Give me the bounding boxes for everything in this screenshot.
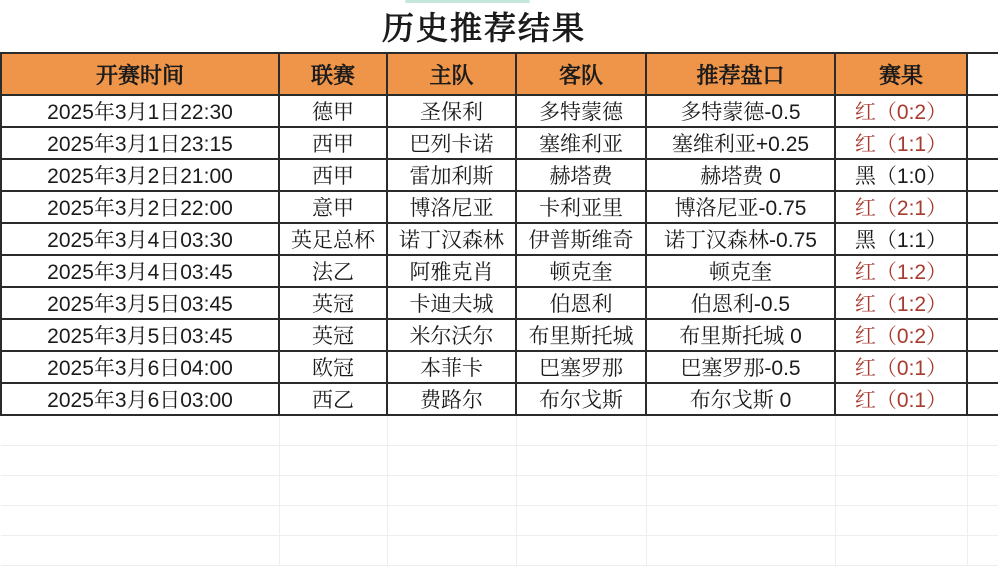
empty-cell xyxy=(279,475,387,505)
cell-handicap[interactable]: 伯恩利-0.5 xyxy=(646,287,835,319)
cell-result[interactable]: 红（0:2） xyxy=(835,319,967,351)
empty-row xyxy=(1,535,998,565)
empty-cell xyxy=(279,445,387,475)
cell-result[interactable]: 红（1:1） xyxy=(835,127,967,159)
empty-cell xyxy=(646,475,835,505)
table-row xyxy=(1,223,998,255)
cell-handicap[interactable]: 顿克奎 xyxy=(646,255,835,287)
cell-home-team[interactable]: 博洛尼亚 xyxy=(387,191,516,223)
table-header-row xyxy=(1,53,998,95)
header-cell-league[interactable]: 联赛 xyxy=(279,53,387,95)
empty-cell xyxy=(835,445,967,475)
cell-home-team[interactable]: 卡迪夫城 xyxy=(387,287,516,319)
cell-result[interactable]: 红（0:2） xyxy=(835,95,967,127)
cell-away-team[interactable]: 巴塞罗那 xyxy=(516,351,646,383)
cell-extra xyxy=(967,127,998,159)
empty-cell xyxy=(1,445,279,475)
selection-accent-bar xyxy=(405,0,530,3)
cell-handicap[interactable]: 塞维利亚+0.25 xyxy=(646,127,835,159)
cell-handicap[interactable]: 博洛尼亚-0.75 xyxy=(646,191,835,223)
cell-away-team[interactable]: 布尔戈斯 xyxy=(516,383,646,415)
table-row xyxy=(1,319,998,351)
cell-league[interactable]: 英冠 xyxy=(279,287,387,319)
table-row xyxy=(1,255,998,287)
empty-cell xyxy=(1,475,279,505)
cell-handicap[interactable]: 诺丁汉森林-0.75 xyxy=(646,223,835,255)
cell-handicap[interactable]: 多特蒙德-0.5 xyxy=(646,95,835,127)
header-cell-handicap[interactable]: 推荐盘口 xyxy=(646,53,835,95)
empty-cell xyxy=(646,415,835,445)
cell-extra xyxy=(967,255,998,287)
cell-league[interactable]: 西乙 xyxy=(279,383,387,415)
header-cell-away-team[interactable]: 客队 xyxy=(516,53,646,95)
cell-time[interactable]: 2025年3月6日03:00 xyxy=(1,383,279,415)
empty-cell xyxy=(279,535,387,565)
cell-league[interactable]: 欧冠 xyxy=(279,351,387,383)
corner-cell xyxy=(967,0,998,53)
cell-extra xyxy=(967,191,998,223)
cell-time[interactable]: 2025年3月1日23:15 xyxy=(1,127,279,159)
empty-row xyxy=(1,475,998,505)
empty-cell xyxy=(835,505,967,535)
cell-extra xyxy=(967,95,998,127)
cell-league[interactable]: 英冠 xyxy=(279,319,387,351)
table-row xyxy=(1,159,998,191)
empty-cell xyxy=(835,475,967,505)
empty-cell xyxy=(1,415,279,445)
cell-away-team[interactable]: 伯恩利 xyxy=(516,287,646,319)
cell-result[interactable]: 红（0:1） xyxy=(835,383,967,415)
table-row xyxy=(1,95,998,127)
empty-cell xyxy=(967,505,998,535)
empty-cell xyxy=(516,415,646,445)
cell-away-team[interactable]: 卡利亚里 xyxy=(516,191,646,223)
page-title: 历史推荐结果 xyxy=(1,0,967,53)
empty-cell xyxy=(387,445,516,475)
cell-time[interactable]: 2025年3月1日22:30 xyxy=(1,95,279,127)
cell-home-team[interactable]: 阿雅克肖 xyxy=(387,255,516,287)
cell-time[interactable]: 2025年3月6日04:00 xyxy=(1,351,279,383)
table-row xyxy=(1,351,998,383)
cell-home-team[interactable]: 费路尔 xyxy=(387,383,516,415)
cell-time[interactable]: 2025年3月2日21:00 xyxy=(1,159,279,191)
cell-result[interactable]: 黑（1:1） xyxy=(835,223,967,255)
cell-time[interactable]: 2025年3月5日03:45 xyxy=(1,287,279,319)
cell-time[interactable]: 2025年3月4日03:30 xyxy=(1,223,279,255)
empty-cell xyxy=(516,445,646,475)
cell-handicap[interactable]: 布尔戈斯 0 xyxy=(646,383,835,415)
empty-row xyxy=(1,415,998,445)
empty-cell xyxy=(516,505,646,535)
cell-time[interactable]: 2025年3月2日22:00 xyxy=(1,191,279,223)
empty-cell xyxy=(646,445,835,475)
empty-cell xyxy=(387,535,516,565)
empty-cell xyxy=(279,415,387,445)
cell-away-team[interactable]: 伊普斯维奇 xyxy=(516,223,646,255)
cell-time[interactable]: 2025年3月4日03:45 xyxy=(1,255,279,287)
cell-time[interactable]: 2025年3月5日03:45 xyxy=(1,319,279,351)
cell-result[interactable]: 红（1:2） xyxy=(835,287,967,319)
empty-cell xyxy=(967,445,998,475)
empty-cell xyxy=(516,475,646,505)
cell-away-team[interactable]: 塞维利亚 xyxy=(516,127,646,159)
header-cell-result[interactable]: 赛果 xyxy=(835,53,967,95)
empty-cell xyxy=(835,535,967,565)
cell-league[interactable]: 德甲 xyxy=(279,95,387,127)
cell-extra xyxy=(967,383,998,415)
empty-cell xyxy=(646,505,835,535)
empty-cell xyxy=(1,505,279,535)
empty-row xyxy=(1,505,998,535)
cell-home-team[interactable]: 雷加利斯 xyxy=(387,159,516,191)
empty-cell xyxy=(967,535,998,565)
cell-handicap[interactable]: 布里斯托城 0 xyxy=(646,319,835,351)
table-row xyxy=(1,191,998,223)
cell-league[interactable]: 英足总杯 xyxy=(279,223,387,255)
cell-home-team[interactable]: 诺丁汉森林 xyxy=(387,223,516,255)
cell-home-team[interactable]: 巴列卡诺 xyxy=(387,127,516,159)
cell-away-team[interactable]: 顿克奎 xyxy=(516,255,646,287)
cell-extra xyxy=(967,159,998,191)
empty-cell xyxy=(646,535,835,565)
cell-result[interactable]: 黑（1:0） xyxy=(835,159,967,191)
cell-home-team[interactable]: 本菲卡 xyxy=(387,351,516,383)
cell-home-team[interactable]: 米尔沃尔 xyxy=(387,319,516,351)
empty-cell xyxy=(967,415,998,445)
cell-away-team[interactable]: 多特蒙德 xyxy=(516,95,646,127)
cell-home-team[interactable]: 圣保利 xyxy=(387,95,516,127)
header-cell-home-team[interactable]: 主队 xyxy=(387,53,516,95)
cell-extra xyxy=(967,223,998,255)
cell-result[interactable]: 红（0:1） xyxy=(835,351,967,383)
cell-league[interactable]: 西甲 xyxy=(279,159,387,191)
cell-handicap[interactable]: 巴塞罗那-0.5 xyxy=(646,351,835,383)
cell-extra xyxy=(967,287,998,319)
empty-row xyxy=(1,445,998,475)
empty-cell xyxy=(1,535,279,565)
table-row xyxy=(1,127,998,159)
empty-cell xyxy=(387,505,516,535)
empty-cell xyxy=(279,505,387,535)
cell-league[interactable]: 意甲 xyxy=(279,191,387,223)
cell-league[interactable]: 西甲 xyxy=(279,127,387,159)
cell-extra xyxy=(967,319,998,351)
title-row xyxy=(1,0,998,53)
table-row xyxy=(1,287,998,319)
empty-cell xyxy=(967,475,998,505)
empty-cell xyxy=(387,415,516,445)
header-cell-time[interactable]: 开赛时间 xyxy=(1,53,279,95)
empty-cell xyxy=(516,535,646,565)
cell-result[interactable]: 红（2:1） xyxy=(835,191,967,223)
cell-handicap[interactable]: 赫塔费 0 xyxy=(646,159,835,191)
empty-cell xyxy=(387,475,516,505)
header-extra-cell xyxy=(967,53,998,95)
cell-away-team[interactable]: 布里斯托城 xyxy=(516,319,646,351)
cell-extra xyxy=(967,351,998,383)
cell-result[interactable]: 红（1:2） xyxy=(835,255,967,287)
cell-league[interactable]: 法乙 xyxy=(279,255,387,287)
cell-away-team[interactable]: 赫塔费 xyxy=(516,159,646,191)
empty-cell xyxy=(835,415,967,445)
table-row xyxy=(1,383,998,415)
